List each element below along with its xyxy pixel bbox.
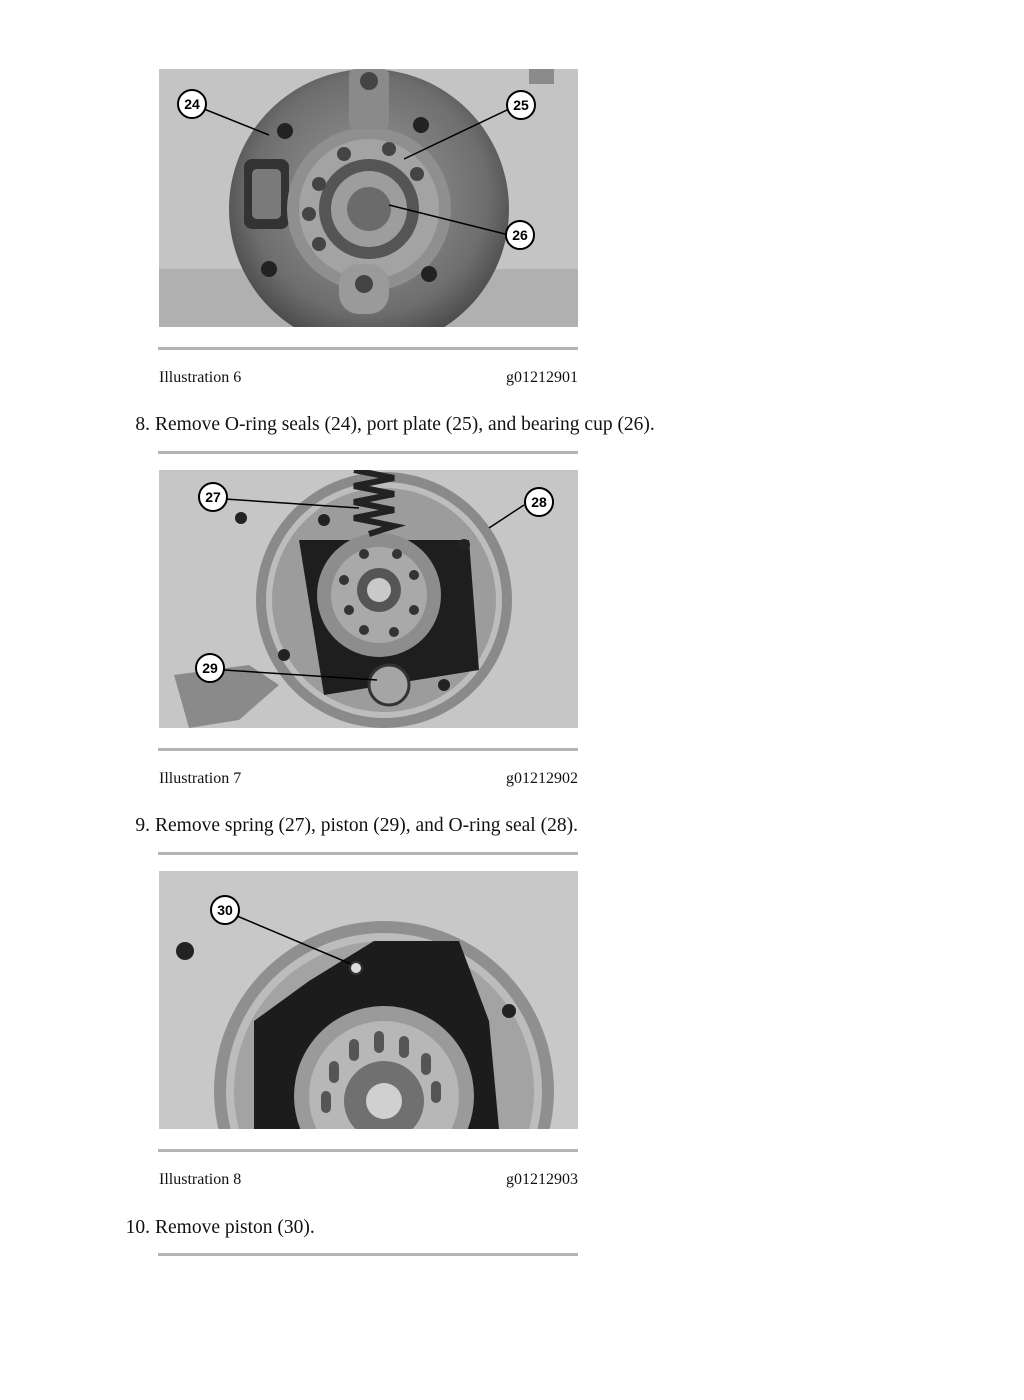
divider — [158, 1253, 578, 1256]
svg-text:28: 28 — [531, 494, 547, 510]
step-number: 10. — [125, 1217, 150, 1238]
illustration-6-photo — [159, 69, 578, 327]
illustration-8-photo — [159, 871, 578, 1129]
illustration-code: g01212903 — [506, 1171, 578, 1188]
step-10 — [110, 1217, 810, 1239]
callout-26 — [506, 221, 534, 249]
callout-30 — [211, 896, 239, 924]
callout-24 — [178, 90, 206, 118]
callout-25 — [507, 91, 535, 119]
svg-text:27: 27 — [205, 489, 221, 505]
illustration-6-image — [159, 69, 578, 327]
illustration-8-image — [159, 871, 578, 1129]
illustration-7-image — [159, 470, 578, 728]
callout-27 — [199, 483, 227, 511]
illustration-label: Illustration 7 — [159, 770, 242, 787]
illustration-label: Illustration 8 — [159, 1171, 242, 1188]
illustration-label: Illustration 6 — [159, 369, 242, 386]
step-text: Remove spring (27), piston (29), and O-ring seal (28). — [155, 815, 578, 836]
divider — [158, 852, 578, 855]
svg-text:26: 26 — [512, 227, 528, 243]
divider — [158, 1149, 578, 1152]
svg-text:25: 25 — [513, 97, 529, 113]
svg-text:29: 29 — [202, 660, 218, 676]
step-text: Remove piston (30). — [155, 1217, 315, 1238]
divider — [158, 347, 578, 350]
divider — [158, 748, 578, 751]
step-number: 9. — [135, 815, 150, 836]
svg-text:30: 30 — [217, 902, 233, 918]
svg-text:24: 24 — [184, 96, 200, 112]
illustration-code: g01212901 — [506, 369, 578, 386]
step-9 — [110, 815, 810, 837]
illustration-code: g01212902 — [506, 770, 578, 787]
divider — [158, 451, 578, 454]
callout-29 — [196, 654, 224, 682]
step-8 — [110, 414, 810, 436]
step-text: Remove O-ring seals (24), port plate (25), and bearing cup (26). — [155, 414, 655, 435]
illustration-7-photo — [159, 470, 578, 728]
step-number: 8. — [135, 414, 150, 435]
callout-28 — [525, 488, 553, 516]
